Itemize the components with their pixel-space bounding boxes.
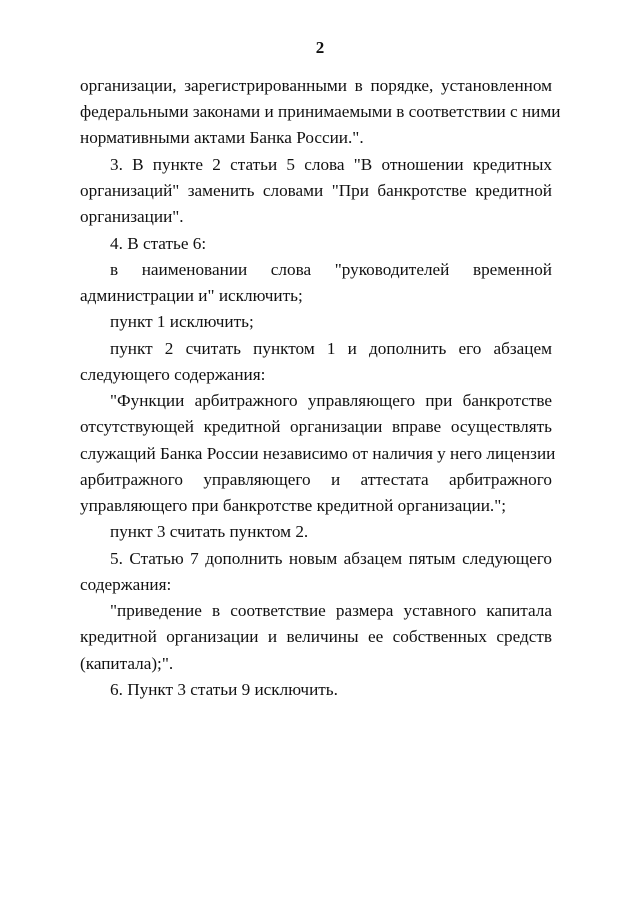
text-line: "Функции арбитражного управляющего при банкротстве xyxy=(110,391,552,410)
text-line: организации". xyxy=(80,207,184,226)
text-line: служащий Банка России независимо от наличия у него лицензии xyxy=(80,444,556,463)
text-line: администрации и" исключить; xyxy=(80,286,303,305)
text-line: федеральными законами и принимаемыми в соответствии с ними xyxy=(80,102,561,121)
text-line: 4. В статье 6: xyxy=(110,234,207,253)
text-line: пункт 1 исключить; xyxy=(110,312,254,331)
text-line: кредитной организации и величины ее собственных средств xyxy=(80,627,552,646)
text-line: 6. Пункт 3 статьи 9 исключить. xyxy=(110,680,338,699)
text-line: (капитала);". xyxy=(80,654,174,673)
text-line: организации, зарегистрированными в порядке, установленном xyxy=(80,76,552,95)
text-line: нормативными актами Банка России.". xyxy=(80,128,364,147)
text-line: 5. Статью 7 дополнить новым абзацем пятым следующего xyxy=(110,549,552,568)
text-line: пункт 3 считать пунктом 2. xyxy=(110,522,309,541)
text-line: "приведение в соответствие размера уставного капитала xyxy=(110,601,552,620)
text-line: пункт 2 считать пунктом 1 и дополнить его абзацем xyxy=(110,339,552,358)
text-line: в наименовании слова "руководителей временной xyxy=(110,260,552,279)
text-line: 3. В пункте 2 статьи 5 слова "В отношении кредитных xyxy=(110,155,552,174)
text-line: отсутствующей кредитной организации вправе осуществлять xyxy=(80,417,552,436)
text-line: арбитражного управляющего и аттестата арбитражного xyxy=(80,470,552,489)
text-line: организаций" заменить словами "При банкротстве кредитной xyxy=(80,181,552,200)
text-line: следующего содержания: xyxy=(80,365,266,384)
page-number: 2 xyxy=(315,38,325,57)
text-line: управляющего при банкротстве кредитной организации."; xyxy=(80,496,507,515)
text-line: содержания: xyxy=(80,575,172,594)
